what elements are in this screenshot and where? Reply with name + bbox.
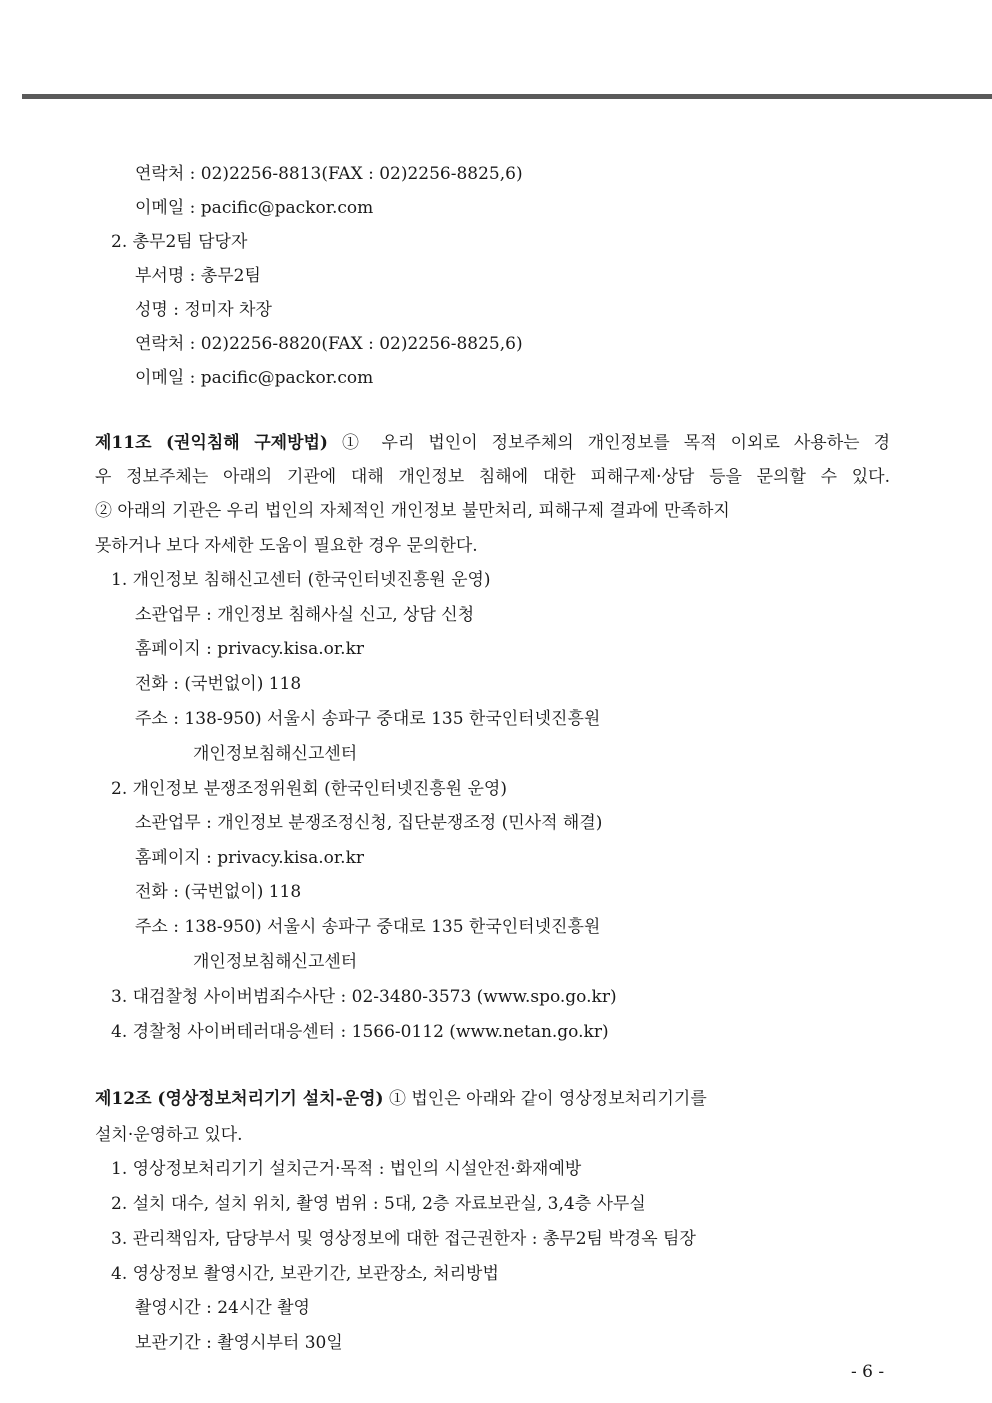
article-11-line-3: ② 아래의 기관은 우리 법인의 자체적인 개인정보 불만처리, 피해구제 결과에 만족하지 — [95, 501, 730, 521]
agency-2-phone: 전화 : (국번없이) 118 — [135, 882, 302, 902]
cctv-item-1: 1. 영상정보처리기기 설치근거·목적 : 법인의 시설안전·화재예방 — [111, 1159, 582, 1179]
agency-2-address-2: 개인정보침해신고센터 — [193, 952, 358, 972]
article-12-line-2: 설치·운영하고 있다. — [95, 1125, 243, 1145]
agency-4: 4. 경찰청 사이버테러대응센터 : 1566-0112 (www.netan.go.kr) — [111, 1022, 609, 1042]
cctv-retention: 보관기간 : 촬영시부터 30일 — [135, 1333, 343, 1353]
cctv-item-2: 2. 설치 대수, 설치 위치, 촬영 범위 : 5대, 2층 자료보관실, 3,4층 사무실 — [111, 1194, 646, 1214]
contact-email-2: 이메일 : pacific@packor.com — [135, 368, 374, 388]
header-rule — [22, 94, 992, 99]
contact-dept-2: 부서명 : 총무2팀 — [135, 266, 261, 286]
agency-2-duty: 소관업무 : 개인정보 분쟁조정신청, 집단분쟁조정 (민사적 해결) — [135, 813, 603, 833]
article-11-line-1 — [95, 432, 890, 454]
agency-2-homepage: 홈페이지 : privacy.kisa.or.kr — [135, 848, 365, 868]
agency-1-address-2: 개인정보침해신고센터 — [193, 744, 358, 764]
contact-name-2: 성명 : 정미자 차장 — [135, 300, 272, 320]
article-12-line-1 — [95, 1088, 707, 1110]
article-11-line-1-text: ① 우리 법인이 정보주체의 개인정보를 목적 이외로 사용하는 경 — [327, 433, 890, 453]
contact-phone-1: 연락처 : 02)2256-8813(FAX : 02)2256-8825,6) — [135, 164, 523, 184]
article-11-line-4: 못하거나 보다 자세한 도움이 필요한 경우 문의한다. — [95, 536, 478, 556]
article-11-heading: 제11조 (권익침해 구제방법) — [95, 433, 328, 453]
agency-1-homepage: 홈페이지 : privacy.kisa.or.kr — [135, 639, 365, 659]
cctv-item-3: 3. 관리책임자, 담당부서 및 영상정보에 대한 접근권한자 : 총무2팀 박경옥 팀장 — [111, 1229, 696, 1249]
agency-1-duty: 소관업무 : 개인정보 침해사실 신고, 상담 신청 — [135, 605, 475, 625]
agency-1-address: 주소 : 138-950) 서울시 송파구 중대로 135 한국인터넷진흥원 — [135, 709, 601, 729]
contact-phone-2: 연락처 : 02)2256-8820(FAX : 02)2256-8825,6) — [135, 334, 523, 354]
contact-item-2: 2. 총무2팀 담당자 — [111, 232, 248, 252]
article-11-line-2: 우 정보주체는 아래의 기관에 대해 개인정보 침해에 대한 피해구제·상담 등을 문의할 수 있다. — [95, 467, 890, 487]
agency-1-title: 1. 개인정보 침해신고센터 (한국인터넷진흥원 운영) — [111, 570, 491, 590]
agency-2-title: 2. 개인정보 분쟁조정위원회 (한국인터넷진흥원 운영) — [111, 779, 507, 799]
cctv-item-4: 4. 영상정보 촬영시간, 보관기간, 보관장소, 처리방법 — [111, 1264, 499, 1284]
agency-2-address: 주소 : 138-950) 서울시 송파구 중대로 135 한국인터넷진흥원 — [135, 917, 601, 937]
agency-3: 3. 대검찰청 사이버범죄수사단 : 02-3480-3573 (www.spo.go.kr) — [111, 987, 617, 1007]
article-12-line-1-text: ① 법인은 아래와 같이 영상정보처리기기를 — [383, 1089, 707, 1109]
contact-email-1: 이메일 : pacific@packor.com — [135, 198, 374, 218]
page-number: - 6 - — [851, 1362, 885, 1382]
agency-1-phone: 전화 : (국번없이) 118 — [135, 674, 302, 694]
article-12-heading: 제12조 (영상정보처리기기 설치-운영) — [95, 1089, 384, 1109]
cctv-shoot-time: 촬영시간 : 24시간 촬영 — [135, 1298, 310, 1318]
